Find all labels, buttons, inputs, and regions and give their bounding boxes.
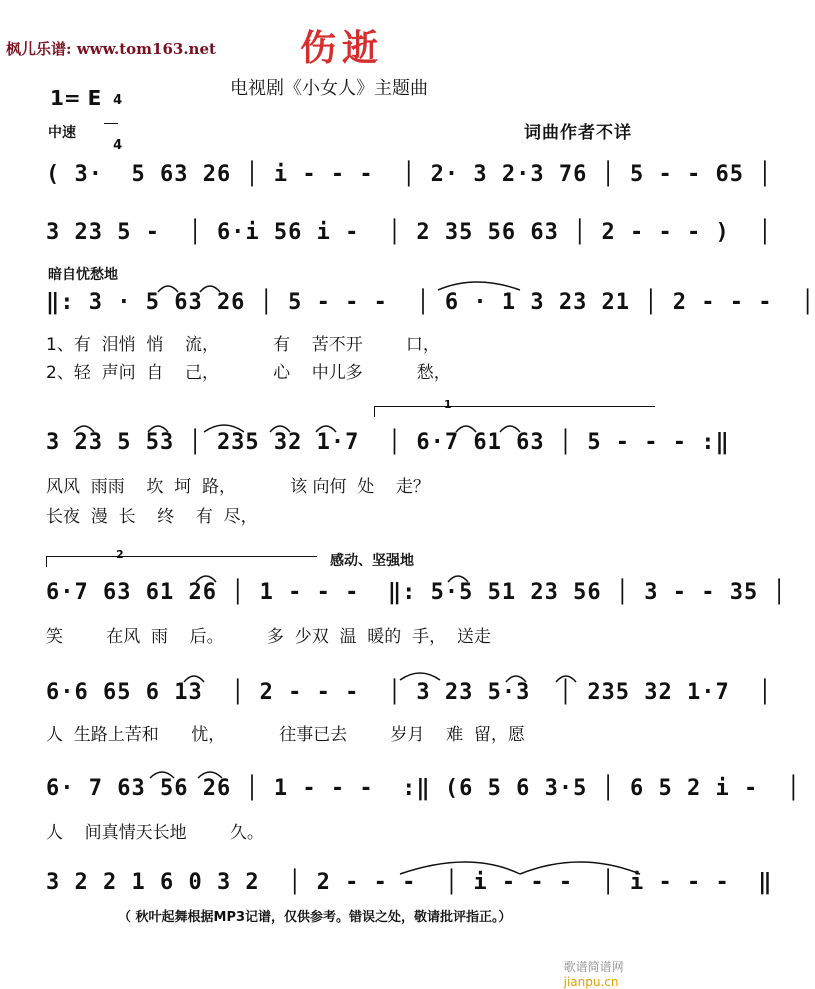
slur — [150, 772, 174, 778]
slur — [158, 286, 178, 292]
slur — [270, 426, 290, 432]
slur — [520, 862, 640, 874]
slur — [316, 426, 336, 432]
watermark-url: jianpu.cn — [563, 975, 619, 989]
slur — [204, 425, 244, 432]
slur — [148, 426, 168, 432]
tempo-marking: 中速 — [48, 125, 76, 141]
slur — [200, 286, 220, 292]
slur — [448, 576, 468, 582]
notation-line-6: 6·6 65 6 13 │ 2 - - - │ 3 23 5·3 │ 235 32 1·7 │ — [46, 680, 773, 705]
watermark-site-name: 歌谱简谱网 — [563, 960, 624, 974]
lyric-line-6: 人 生路上苦和 忧， 往事已去 岁月 难 留，愿 — [46, 725, 525, 745]
bottom-watermark — [556, 944, 624, 989]
slur — [506, 676, 526, 682]
notation-line-4: 3 23 5 53 │ 235 32 1·7 │ 6·7 61 63 │ 5 - - - :‖ — [46, 430, 730, 455]
site-watermark: 枫儿乐谱: www.tom163.net — [6, 40, 216, 58]
author-credit: 词曲作者不详 — [524, 123, 632, 143]
notation-line-1: ( 3· 5 63 26 │ i - - - │ 2· 3 2·3 76 │ 5 - - 65 │ — [46, 162, 773, 187]
lyric-line-5: 笑 在风 雨 后。 多 少双 温 暖的 手， 送走 — [46, 627, 491, 647]
slur — [456, 426, 476, 432]
key-signature: 1= E — [50, 86, 102, 110]
notation-line-5: 6·7 63 61 26 │ 1 - - - ‖: 5·5 51 23 56 │ 3 - - 35 │ — [46, 580, 787, 605]
slur — [438, 282, 520, 290]
notation-line-2: 3 23 5 - │ 6·i 56 i - │ 2 35 56 63 │ 2 - - - ) │ — [46, 220, 773, 245]
notation-line-3: ‖: 3 · 5 63 26 │ 5 - - - │ 6 · 1 3 23 21 │ 2 - - - │ — [46, 290, 815, 315]
notation-line-7: 6· 7 63 56 26 │ 1 - - - :‖ (6 5 6 3·5 │ 6 5 2 i - │ — [46, 776, 801, 801]
expression-marking-2: 感动、坚强地 — [330, 553, 414, 569]
slur — [400, 862, 520, 874]
slur — [74, 426, 94, 432]
slur — [196, 576, 216, 582]
lyric-line-7: 人 间真情天长地 久。 — [46, 823, 264, 843]
expression-marking-1: 暗自忧愁地 — [48, 267, 118, 283]
lyric-line-4b: 长夜 漫 长 终 有 尽， — [46, 507, 258, 527]
volta-number-2: 2 — [116, 548, 124, 561]
notation-line-8: 3 2 2 1 6 0 3 2 │ 2 - - - │ i - - - │ i - - - ‖ — [46, 870, 773, 895]
lyric-line-3b: 2、轻 声问 自 己， 心 中儿多 愁， — [46, 363, 451, 383]
slur — [500, 426, 520, 432]
lyric-line-4a: 风风 雨雨 坎 坷 路， 该 向何 处 走？ — [46, 477, 430, 497]
lyric-line-3a: 1、有 泪悄 悄 流， 有 苦不开 口， — [46, 335, 440, 355]
time-top: 4 — [113, 93, 123, 108]
footer-note: （ 秋叶起舞根据MP3记谱，仅供参考。错误之处，敬请批评指正。） — [118, 910, 512, 925]
song-title: 伤逝 — [300, 28, 385, 69]
slur — [400, 673, 440, 680]
slur — [198, 772, 222, 778]
time-bottom: 4 — [113, 138, 123, 153]
volta-number-1: 1 — [444, 398, 452, 411]
slur — [556, 676, 576, 682]
slur — [184, 676, 204, 682]
song-subtitle: 电视剧《小女人》主题曲 — [230, 78, 428, 99]
